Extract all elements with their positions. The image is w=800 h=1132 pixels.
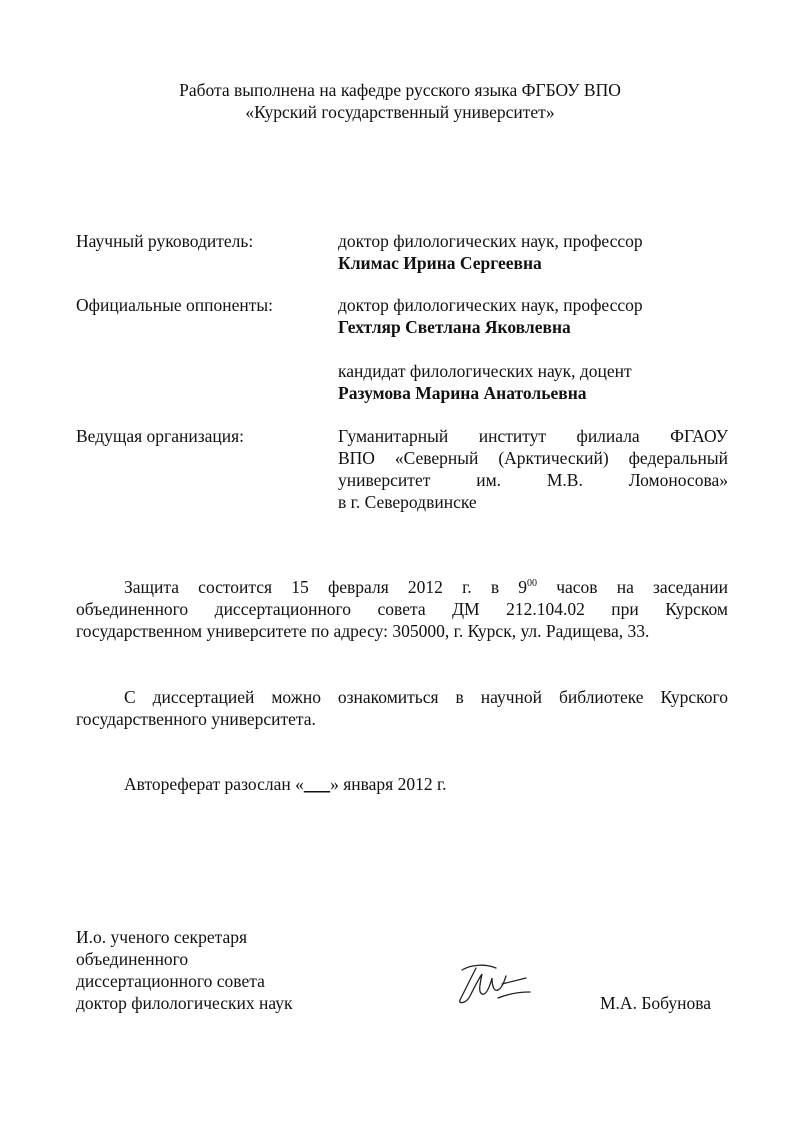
supervisor-name: Климас Ирина Сергеевна (338, 253, 542, 273)
signatory-line-2: объединенного (76, 949, 189, 969)
supervisor-label: Научный руководитель: (76, 231, 254, 251)
leading-org-row (76, 425, 728, 513)
leading-org-line-1: Гуманитарный институт филиала ФГАОУ (338, 426, 728, 446)
library-paragraph (76, 686, 728, 730)
signatory-name: М.А. Бобунова (600, 993, 712, 1013)
leading-org-label: Ведущая организация: (76, 426, 245, 446)
signatory-block (76, 926, 376, 1014)
defense-line-3: государственном университете по адресу: 305000, г. Курск, ул. Радищева, 33. (76, 621, 650, 641)
opponents-row (76, 294, 728, 404)
library-line-1: С диссертацией можно ознакомиться в научной библиотеке Курского (124, 687, 728, 707)
opponents-label: Официальные оппоненты: (76, 295, 273, 315)
header-line-1: Работа выполнена на кафедре русского языка ФГБОУ ВПО (179, 80, 621, 100)
sent-line: Автореферат разослан «___» января 2012 г. (124, 774, 447, 794)
sent-paragraph (76, 773, 728, 795)
defense-paragraph (76, 576, 728, 642)
header-line-2: «Курский государственный университет» (245, 102, 555, 122)
leading-org-line-4: в г. Северодвинске (338, 492, 477, 512)
header (0, 79, 800, 123)
defense-line-2: объединенного диссертационного совета ДМ 212.104.02 при Курском (76, 599, 728, 619)
library-line-2: государственного университета. (76, 709, 316, 729)
sent-day-blank: ___ (303, 774, 331, 794)
signatory-line-4: доктор филологических наук (76, 993, 293, 1013)
leading-org-value (338, 425, 728, 513)
opponents-value (338, 294, 728, 404)
supervisor-row (76, 230, 728, 274)
supervisor-value (338, 230, 728, 274)
opponent-1-title: доктор филологических наук, профессор (338, 295, 643, 315)
signatory-line-3: диссертационного совета (76, 971, 265, 991)
signatory-line-1: И.о. ученого секретаря (76, 927, 248, 947)
handwritten-signature (452, 958, 536, 1008)
leading-org-line-3: университет им. М.В. Ломоносова» (338, 470, 728, 490)
leading-org-line-2: ВПО «Северный (Арктический) федеральный (338, 448, 728, 468)
defense-line-1: Защита состоится 15 февраля 2012 г. в $9^{00}$ часов на заседании (124, 577, 728, 597)
opponent-1-name: Гехтляр Светлана Яковлевна (338, 317, 571, 337)
defense-hour-minutes: 00 (527, 578, 538, 590)
opponent-2-name: Разумова Марина Анатольевна (338, 383, 587, 403)
opponent-2-title: кандидат филологических наук, доцент (338, 361, 632, 381)
supervisor-title: доктор филологических наук, профессор (338, 231, 643, 251)
